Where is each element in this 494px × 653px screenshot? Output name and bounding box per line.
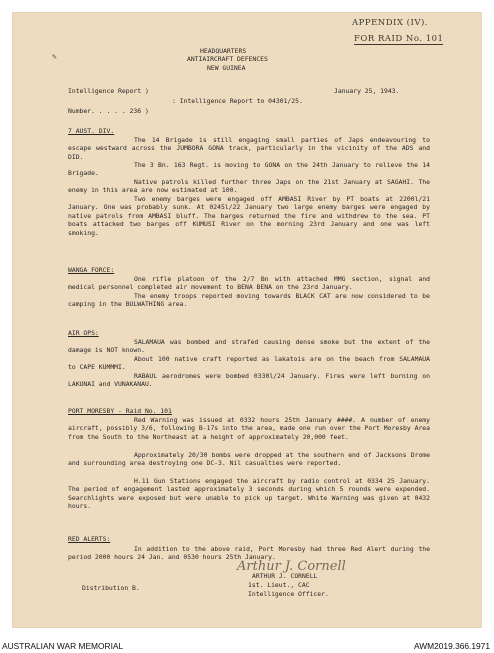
section-heading-wanga: WANGA FORCE: — [68, 266, 115, 274]
section-heading-redalerts: RED ALERTS: — [68, 535, 111, 543]
report-label: Intelligence Report ) — [68, 87, 149, 95]
signature-name: ARTHUR J. CORNELL — [252, 572, 318, 580]
para-moresby-1: Red Warning was issued at 0332 hours 25th January ####. A number of enemy aircraft, possibly 3/6, following B-17s into the area, made one run over the Port Moresby Area from the South to the Northeast at a height of approximately 20,000 feet. — [68, 416, 430, 441]
header-aad: ANTIAIRCRAFT DEFENCES — [187, 55, 268, 63]
archive-footer — [0, 639, 494, 653]
para-wanga-1: One rifle platoon of the 2/7 Bn with attached MMG section, signal and medical personnel completed air movement to BENA BENA on the 23rd January. — [68, 275, 430, 292]
document-page — [12, 12, 482, 628]
para-airops-1: SALAMAUA was bombed and strafed causing dense smoke but the extent of the damage is NOT known. — [68, 338, 430, 355]
pencil-mark: ✎ — [52, 52, 57, 61]
report-date: January 25, 1943. — [334, 87, 400, 95]
para-airops-3: RABAUL aerodromes were bombed 0330l/24 January. Fires were left burning on LAKUNAI and VUNAKANAU. — [68, 372, 430, 389]
report-ref: : Intelligence Report to 04301/25. — [172, 97, 303, 105]
report-number: Number. . . . . 236 ) — [68, 107, 149, 115]
para-7div-4: Two enemy barges were engaged off AMBASI River by PT boats at 2200l/21 January. One was probably sunk. At 0245l/22 January two large enemy barges were engaged by native patrols from AMBASI bluff. The barges returned the fire and withdrew to the sea. PT boats attacked two barges off KUMUSI River on the morning 23rd January and one was left smoking. — [68, 195, 430, 237]
para-moresby-2: Approximately 20/30 bombs were dropped at the southern end of Jacksons Drome and surrounding area destroying one DC-3. Nil casualties were reported. — [68, 451, 430, 468]
annotation-appendix: APPENDIX (IV). — [352, 18, 428, 28]
footer-accession-number: AWM2019.366.1971 — [413, 641, 490, 651]
section-heading-7div: 7 AUST. DIV. — [68, 127, 115, 135]
handwritten-signature: Arthur J. Cornell — [237, 559, 346, 574]
section-heading-moresby: PORT MORESBY - Raid No. 101 — [68, 407, 172, 415]
distribution-line: Distribution B. — [82, 584, 140, 592]
para-moresby-3: H.11 Gun Stations engaged the aircraft by radio control at 0334 25 January. The period of engagement lasted approximately 3 seconds during which 5 rounds were expended. Searchlights were exposed but were unable to pick up target. White Warning was given at 0432 hours. — [68, 477, 430, 511]
header-ng: NEW GUINEA — [207, 64, 246, 72]
annotation-raid: FOR RAID No. 101 — [354, 34, 444, 44]
para-redalerts-1: In addition to the above raid, Port Moresby had three Red Alert during the period 2000 hours 24 Jan. and 0530 hours 25th January. — [68, 545, 430, 562]
header-hq: HEADQUARTERS — [200, 47, 247, 55]
footer-institution: AUSTRALIAN WAR MEMORIAL — [2, 641, 124, 651]
para-7div-1: The 14 Brigade is still engaging small parties of Japs endeavouring to escape westward across the JUMBORA GONA track, particularly in the vicinity of the ADS and DID. — [68, 136, 430, 161]
para-7div-2: The 3 Bn. 163 Regt. is moving to GONA on the 24th January to relieve the 14 Brigade. — [68, 161, 430, 178]
para-wanga-2: The enemy troops reported moving towards BLACK CAT are now considered to be camping in the BULWATHING area. — [68, 292, 430, 309]
para-7div-3: Native patrols killed further three Japs on the 21st January at SAGAHI. The enemy in this area are now estimated at 100. — [68, 178, 430, 195]
para-airops-2: About 100 native craft reported as lakatois are on the beach from SALAMAUA to CAPE KUMMMI. — [68, 355, 430, 372]
section-heading-airops: AIR OPS: — [68, 329, 99, 337]
signature-title: Intelligence Officer. — [248, 590, 329, 598]
signature-rank: 1st. Lieut., CAC — [248, 581, 310, 589]
